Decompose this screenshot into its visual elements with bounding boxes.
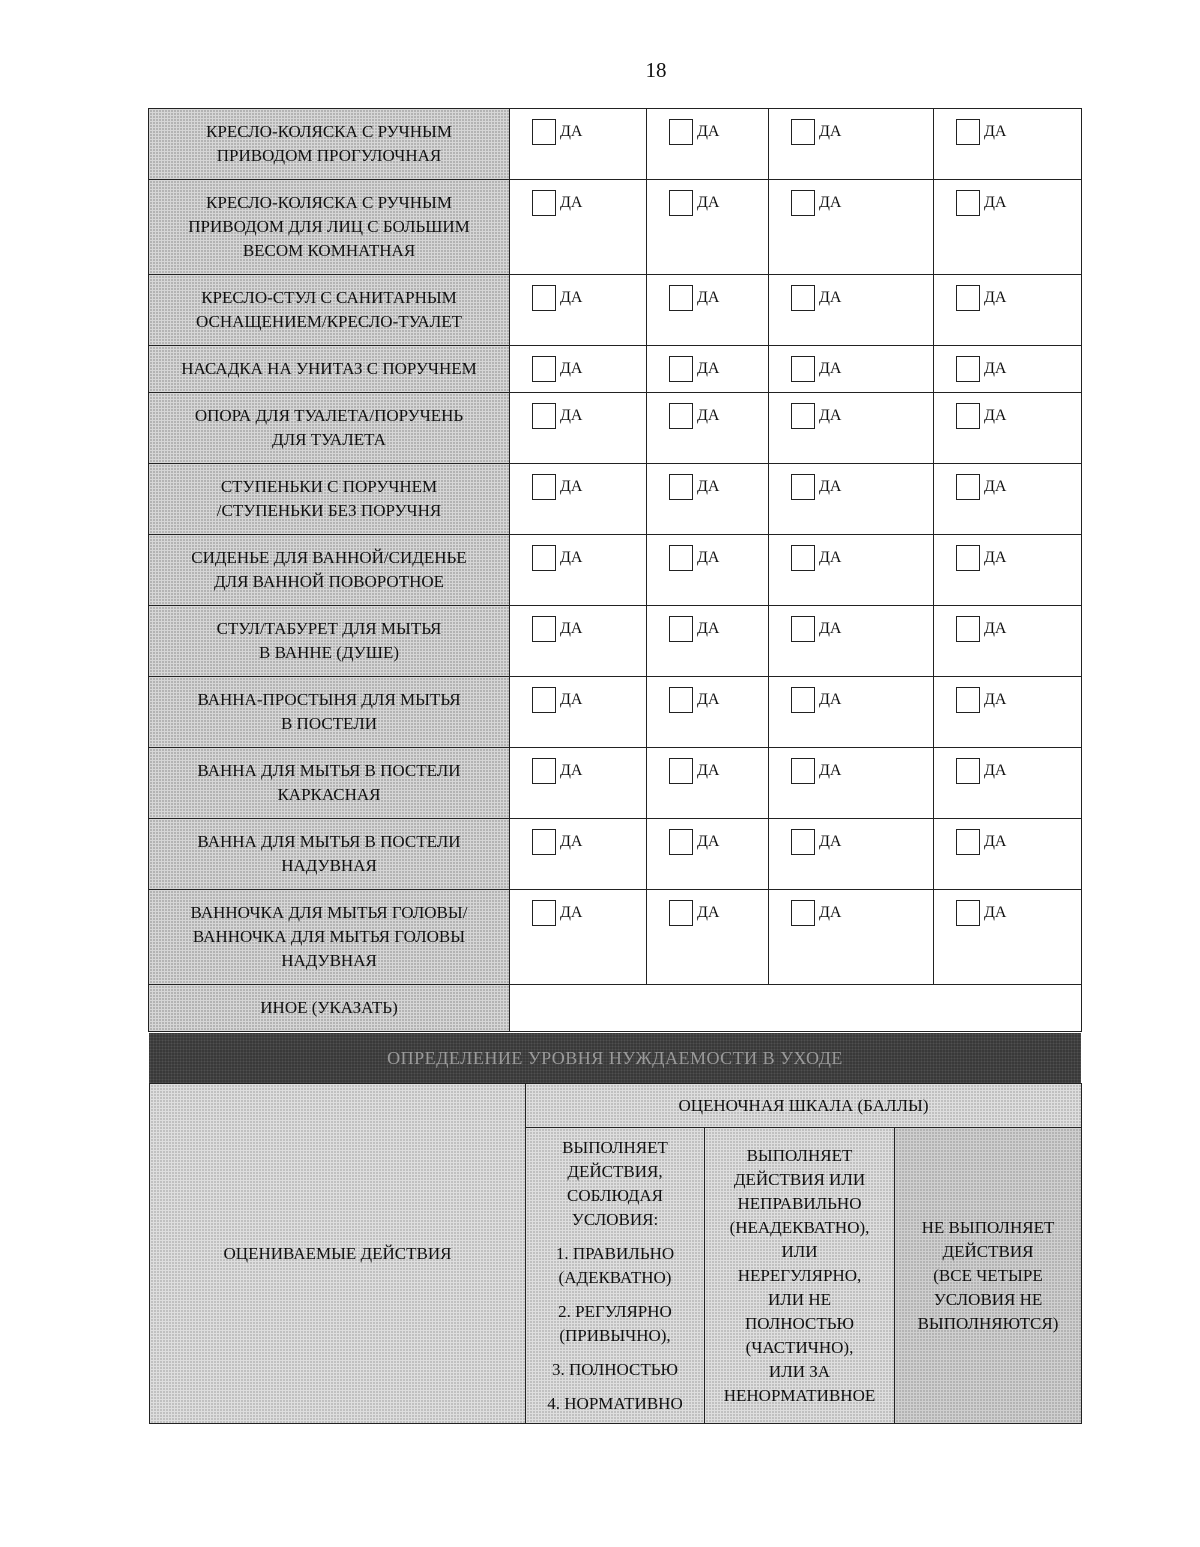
checkbox-label: ДА: [819, 691, 842, 708]
checkbox[interactable]: [669, 356, 693, 382]
option-cell: [647, 109, 769, 180]
checkbox[interactable]: [791, 545, 815, 571]
scale-col-partial: [705, 1128, 895, 1424]
checkbox-label: ДА: [697, 194, 720, 211]
checkbox-label: ДА: [984, 289, 1007, 306]
scale-line: УСЛОВИЯ НЕ: [933, 1289, 1043, 1309]
equipment-label: [149, 606, 510, 677]
checkbox[interactable]: [669, 829, 693, 855]
checkbox-label: ДА: [984, 123, 1007, 140]
equipment-label-line: ВАННА ДЛЯ МЫТЬЯ В ПОСТЕЛИ: [197, 832, 461, 851]
equipment-label-line: КРЕСЛО-КОЛЯСКА С РУЧНЫМ: [206, 193, 452, 212]
checkbox-label: ДА: [697, 691, 720, 708]
checkbox-label: ДА: [984, 549, 1007, 566]
checkbox[interactable]: [669, 758, 693, 784]
equipment-label-line: ВЕСОМ КОМНАТНАЯ: [242, 241, 416, 260]
scale-line: ИЛИ: [781, 1241, 818, 1261]
equipment-row: [149, 677, 1082, 748]
checkbox-label: ДА: [560, 194, 583, 211]
scale-line: (ПРИВЫЧНО),: [559, 1325, 671, 1345]
checkbox-label: ДА: [819, 407, 842, 424]
checkbox[interactable]: [669, 403, 693, 429]
scale-line: ВЫПОЛНЯЕТ: [562, 1137, 668, 1157]
checkbox-label: ДА: [984, 833, 1007, 850]
checkbox[interactable]: [791, 190, 815, 216]
scale-line: (НЕАДЕКВАТНО),: [729, 1217, 870, 1237]
actions-label: ОЦЕНИВАЕМЫЕ ДЕЙСТВИЯ: [150, 1084, 526, 1424]
scale-line: (АДЕКВАТНО): [558, 1267, 672, 1287]
option-cell: [510, 535, 647, 606]
option-cell: [510, 109, 647, 180]
option-cell: [510, 819, 647, 890]
scale-line: ВЫПОЛНЯЮТСЯ): [917, 1313, 1059, 1333]
option-cell: [510, 275, 647, 346]
checkbox[interactable]: [669, 285, 693, 311]
equipment-label: [149, 275, 510, 346]
scale-line: НЕРЕГУЛЯРНО,: [737, 1265, 862, 1285]
checkbox-label: ДА: [819, 123, 842, 140]
scale-line: ДЕЙСТВИЯ ИЛИ: [733, 1169, 866, 1189]
checkbox[interactable]: [669, 900, 693, 926]
equipment-label-line: ОПОРА ДЛЯ ТУАЛЕТА/ПОРУЧЕНЬ: [194, 406, 464, 425]
checkbox[interactable]: [791, 285, 815, 311]
option-cell: [769, 464, 934, 535]
checkbox[interactable]: [791, 119, 815, 145]
scale-line: 1. ПРАВИЛЬНО: [555, 1243, 675, 1263]
scale-header: ОЦЕНОЧНАЯ ШКАЛА (БАЛЛЫ): [526, 1084, 1082, 1128]
equipment-label-line: В ВАННЕ (ДУШЕ): [258, 643, 400, 662]
checkbox[interactable]: [956, 900, 980, 926]
equipment-label-line: /СТУПЕНЬКИ БЕЗ ПОРУЧНЯ: [216, 501, 442, 520]
equipment-label-line: НАСАДКА НА УНИТАЗ С ПОРУЧНЕМ: [181, 359, 477, 378]
checkbox[interactable]: [532, 900, 556, 926]
checkbox[interactable]: [956, 403, 980, 429]
checkbox[interactable]: [532, 356, 556, 382]
equipment-label: [149, 346, 510, 393]
option-cell: [510, 464, 647, 535]
checkbox-label: ДА: [560, 360, 583, 377]
checkbox[interactable]: [532, 616, 556, 642]
scale-line: НЕПРАВИЛЬНО: [737, 1193, 862, 1213]
equipment-row: [149, 606, 1082, 677]
equipment-label-line: НАДУВНАЯ: [281, 856, 377, 875]
scale-line: 4. НОРМАТИВНО: [547, 1393, 683, 1413]
scale-line: [532, 1382, 698, 1392]
checkbox-label: ДА: [984, 407, 1007, 424]
checkbox[interactable]: [532, 829, 556, 855]
equipment-label: [149, 677, 510, 748]
checkbox-label: ДА: [560, 289, 583, 306]
checkbox[interactable]: [956, 758, 980, 784]
checkbox-label: ДА: [560, 691, 583, 708]
option-cell: [647, 346, 769, 393]
option-cell: [934, 748, 1082, 819]
scale-line: 3. ПОЛНОСТЬЮ: [552, 1359, 678, 1379]
option-cell: [769, 275, 934, 346]
checkbox[interactable]: [669, 616, 693, 642]
checkbox-label: ДА: [819, 833, 842, 850]
checkbox[interactable]: [532, 285, 556, 311]
checkbox[interactable]: [956, 616, 980, 642]
scale-line: [532, 1290, 698, 1300]
option-cell: [934, 606, 1082, 677]
checkbox-label: ДА: [984, 904, 1007, 921]
scale-line: ВЫПОЛНЯЕТ: [746, 1145, 853, 1165]
scale-line: ПОЛНОСТЬЮ: [745, 1313, 854, 1333]
other-row: [149, 985, 1082, 1032]
checkbox-label: ДА: [560, 549, 583, 566]
scale-line: 2. РЕГУЛЯРНО: [558, 1301, 672, 1321]
option-cell: [769, 109, 934, 180]
scale-line: СОБЛЮДАЯ: [567, 1185, 663, 1205]
option-cell: [934, 109, 1082, 180]
equipment-label: [149, 748, 510, 819]
equipment-label-line: СТУПЕНЬКИ С ПОРУЧНЕМ: [220, 477, 438, 496]
checkbox-label: ДА: [560, 478, 583, 495]
option-cell: [769, 180, 934, 275]
checkbox[interactable]: [669, 687, 693, 713]
checkbox[interactable]: [956, 119, 980, 145]
checkbox[interactable]: [791, 356, 815, 382]
equipment-row: [149, 748, 1082, 819]
checkbox-label: ДА: [819, 620, 842, 637]
option-cell: [647, 677, 769, 748]
equipment-label-line: ОСНАЩЕНИЕМ/КРЕСЛО-ТУАЛЕТ: [196, 312, 462, 331]
checkbox[interactable]: [791, 900, 815, 926]
scale-line: (ВСЕ ЧЕТЫРЕ: [933, 1265, 1043, 1285]
equipment-label-line: ПРИВОДОМ ПРОГУЛОЧНАЯ: [216, 146, 442, 165]
scale-col-none: [895, 1128, 1082, 1424]
option-cell: [510, 890, 647, 985]
option-cell: [769, 677, 934, 748]
scale-line: НЕНОРМАТИВНОЕ: [723, 1385, 876, 1405]
equipment-label-line: ПРИВОДОМ ДЛЯ ЛИЦ С БОЛЬШИМ: [188, 217, 470, 236]
checkbox[interactable]: [669, 545, 693, 571]
equipment-label-line: ДЛЯ ТУАЛЕТА: [272, 430, 386, 449]
option-cell: [934, 393, 1082, 464]
option-cell: [647, 535, 769, 606]
scale-line: ДЕЙСТВИЯ,: [567, 1161, 663, 1181]
checkbox-label: ДА: [697, 123, 720, 140]
checkbox-label: ДА: [697, 762, 720, 779]
checkbox-label: ДА: [697, 620, 720, 637]
option-cell: [934, 677, 1082, 748]
scale-line: ИЛИ ЗА: [768, 1361, 831, 1381]
checkbox[interactable]: [532, 474, 556, 500]
option-cell: [647, 393, 769, 464]
equipment-label-line: СИДЕНЬЕ ДЛЯ ВАННОЙ/СИДЕНЬЕ: [191, 548, 467, 567]
checkbox-label: ДА: [984, 194, 1007, 211]
checkbox[interactable]: [791, 829, 815, 855]
option-cell: [934, 535, 1082, 606]
checkbox-label: ДА: [984, 762, 1007, 779]
scale-line: УСЛОВИЯ:: [571, 1209, 659, 1229]
checkbox[interactable]: [669, 190, 693, 216]
checkbox-label: ДА: [984, 360, 1007, 377]
checkbox[interactable]: [669, 474, 693, 500]
equipment-label: [149, 890, 510, 985]
page-number: 18: [645, 58, 667, 82]
scale-line: НЕ ВЫПОЛНЯЕТ: [921, 1217, 1055, 1237]
scale-line: ИЛИ НЕ: [768, 1289, 831, 1309]
checkbox-label: ДА: [560, 833, 583, 850]
equipment-row: [149, 393, 1082, 464]
equipment-row: [149, 346, 1082, 393]
checkbox[interactable]: [532, 687, 556, 713]
scale-line: (ЧАСТИЧНО),: [745, 1337, 854, 1357]
option-cell: [769, 890, 934, 985]
option-cell: [510, 393, 647, 464]
scale-line: [532, 1232, 698, 1242]
equipment-label-line: ВАННОЧКА ДЛЯ МЫТЬЯ ГОЛОВЫ/: [190, 903, 468, 922]
checkbox-label: ДА: [697, 904, 720, 921]
option-cell: [769, 606, 934, 677]
checkbox[interactable]: [532, 190, 556, 216]
checkbox-label: ДА: [697, 833, 720, 850]
equipment-label: [149, 109, 510, 180]
option-cell: [769, 819, 934, 890]
checkbox[interactable]: [956, 285, 980, 311]
checkbox[interactable]: [791, 616, 815, 642]
checkbox-label: ДА: [819, 360, 842, 377]
checkbox-label: ДА: [697, 360, 720, 377]
option-cell: [647, 748, 769, 819]
checkbox-label: ДА: [560, 904, 583, 921]
equipment-label: [149, 535, 510, 606]
equipment-row: [149, 464, 1082, 535]
option-cell: [934, 346, 1082, 393]
equipment-label-line: ВАННА ДЛЯ МЫТЬЯ В ПОСТЕЛИ: [197, 761, 461, 780]
option-cell: [769, 346, 934, 393]
equipment-label: [149, 393, 510, 464]
equipment-label-line: В ПОСТЕЛИ: [280, 714, 378, 733]
equipment-label-line: СТУЛ/ТАБУРЕТ ДЛЯ МЫТЬЯ: [216, 619, 442, 638]
equipment-label-line: НАДУВНАЯ: [281, 951, 377, 970]
checkbox-label: ДА: [560, 762, 583, 779]
option-cell: [934, 180, 1082, 275]
checkbox-label: ДА: [697, 407, 720, 424]
checkbox-label: ДА: [984, 691, 1007, 708]
checkbox-label: ДА: [984, 478, 1007, 495]
option-cell: [934, 819, 1082, 890]
checkbox-label: ДА: [697, 549, 720, 566]
equipment-row: [149, 109, 1082, 180]
option-cell: [769, 393, 934, 464]
checkbox-label: ДА: [560, 620, 583, 637]
checkbox-label: ДА: [819, 478, 842, 495]
option-cell: [647, 275, 769, 346]
checkbox[interactable]: [791, 403, 815, 429]
scale-col-full: [526, 1128, 705, 1424]
equipment-row: [149, 890, 1082, 985]
checkbox[interactable]: [791, 687, 815, 713]
equipment-table: [148, 108, 1082, 1032]
checkbox-label: ДА: [560, 123, 583, 140]
checkbox[interactable]: [956, 474, 980, 500]
checkbox-label: ДА: [819, 194, 842, 211]
checkbox-label: ДА: [819, 904, 842, 921]
equipment-label-line: КРЕСЛО-СТУЛ С САНИТАРНЫМ: [201, 288, 457, 307]
checkbox[interactable]: [956, 356, 980, 382]
option-cell: [510, 180, 647, 275]
equipment-label-line: ВАННОЧКА ДЛЯ МЫТЬЯ ГОЛОВЫ: [192, 927, 466, 946]
option-cell: [510, 346, 647, 393]
checkbox[interactable]: [956, 687, 980, 713]
option-cell: [647, 464, 769, 535]
scale-line: [532, 1348, 698, 1358]
equipment-label-line: КАРКАСНАЯ: [277, 785, 381, 804]
option-cell: [769, 535, 934, 606]
checkbox[interactable]: [532, 119, 556, 145]
equipment-label-line: ДЛЯ ВАННОЙ ПОВОРОТНОЕ: [213, 572, 445, 591]
section-title: ОПРЕДЕЛЕНИЕ УРОВНЯ НУЖДАЕМОСТИ В УХОДЕ: [149, 1033, 1081, 1083]
checkbox-label: ДА: [819, 549, 842, 566]
checkbox-label: ДА: [819, 289, 842, 306]
checkbox-label: ДА: [697, 289, 720, 306]
checkbox[interactable]: [669, 119, 693, 145]
checkbox[interactable]: [956, 829, 980, 855]
other-input[interactable]: [510, 985, 1082, 1032]
equipment-label: [149, 819, 510, 890]
checkbox-label: ДА: [560, 407, 583, 424]
option-cell: [934, 275, 1082, 346]
equipment-label-line: ВАННА-ПРОСТЫНЯ ДЛЯ МЫТЬЯ: [197, 690, 461, 709]
option-cell: [510, 606, 647, 677]
scale-line: ДЕЙСТВИЯ: [942, 1241, 1034, 1261]
equipment-label: [149, 180, 510, 275]
option-cell: [647, 606, 769, 677]
checkbox-label: ДА: [984, 620, 1007, 637]
option-cell: [647, 819, 769, 890]
option-cell: [510, 677, 647, 748]
checkbox[interactable]: [791, 474, 815, 500]
other-label: ИНОЕ (УКАЗАТЬ): [149, 985, 510, 1032]
checkbox[interactable]: [532, 403, 556, 429]
option-cell: [647, 890, 769, 985]
equipment-row: [149, 180, 1082, 275]
checkbox[interactable]: [791, 758, 815, 784]
equipment-row: [149, 819, 1082, 890]
equipment-label: [149, 464, 510, 535]
option-cell: [769, 748, 934, 819]
checkbox[interactable]: [956, 545, 980, 571]
checkbox-label: ДА: [819, 762, 842, 779]
equipment-label-line: КРЕСЛО-КОЛЯСКА С РУЧНЫМ: [206, 122, 452, 141]
equipment-row: [149, 275, 1082, 346]
option-cell: [647, 180, 769, 275]
equipment-row: [149, 535, 1082, 606]
checkbox[interactable]: [956, 190, 980, 216]
checkbox-label: ДА: [697, 478, 720, 495]
checkbox[interactable]: [532, 758, 556, 784]
option-cell: [510, 748, 647, 819]
checkbox[interactable]: [532, 545, 556, 571]
option-cell: [934, 464, 1082, 535]
option-cell: [934, 890, 1082, 985]
scale-table: [149, 1083, 1082, 1424]
